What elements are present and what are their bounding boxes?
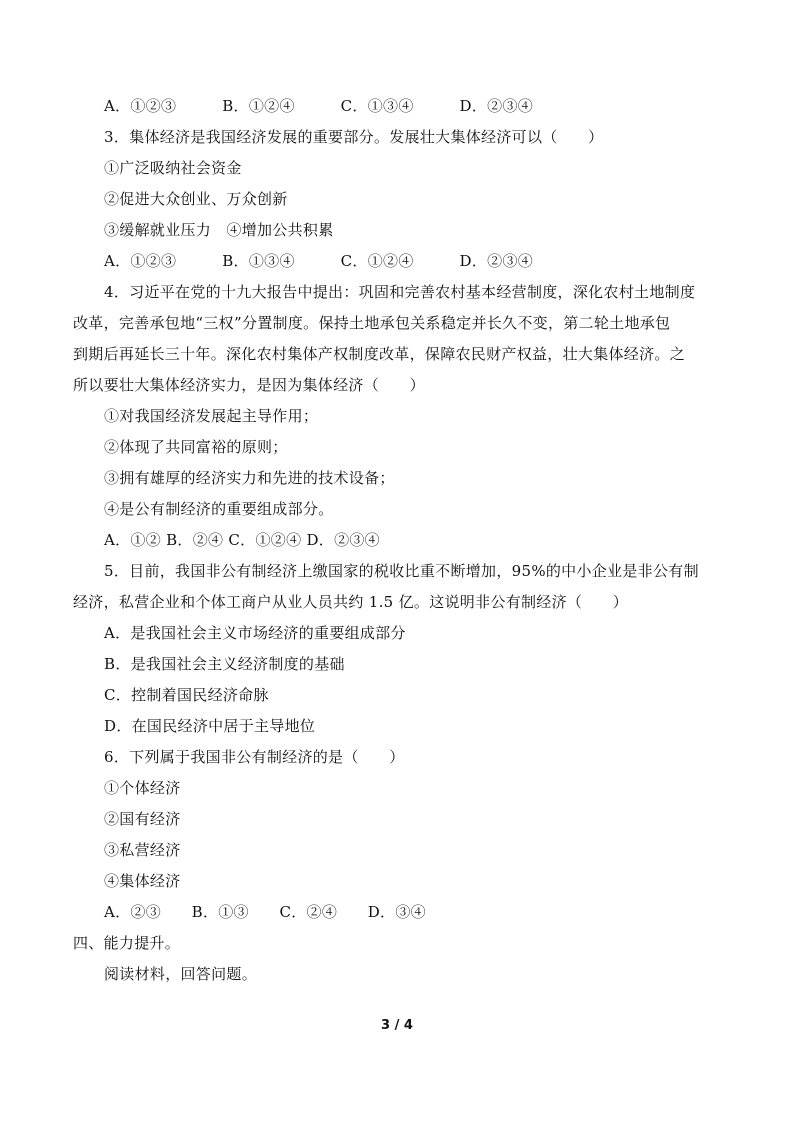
q4-options: A．①② B．②④ C．①②④ D．②③④	[104, 531, 380, 549]
q6-stem: 6．下列属于我国非公有制经济的是（ ）	[104, 748, 405, 766]
q4-stem-line-2: 改革，完善承包地“三权”分置制度。保持土地承包关系稳定并长久不变，第二轮土地承包	[73, 314, 671, 332]
q6-item-4: ④集体经济	[104, 872, 181, 890]
section-heading: 四、能力提升。	[73, 934, 181, 952]
q4-stem-line-1: 4．习近平在党的十九大报告中提出：巩固和完善农村基本经营制度，深化农村土地制度	[104, 283, 696, 301]
q4-item-2: ②体现了共同富裕的原则；	[104, 438, 288, 456]
q5-stem-line-2: 经济，私营企业和个体工商户从业人员共约 1.5 亿。这说明非公有制经济（ ）	[73, 593, 629, 611]
q4-item-1: ①对我国经济发展起主导作用；	[104, 407, 319, 425]
q5-stem-line-1: 5．目前，我国非公有制经济上缴国家的税收比重不断增加，95%的中小企业是非公有制	[104, 562, 699, 580]
q2-options: A．①②③ B．①②④ C．①③④ D．②③④	[104, 97, 534, 115]
q3-item-3-4: ③缓解就业压力 ④增加公共积累	[104, 221, 334, 239]
q5-option-a: A．是我国社会主义市场经济的重要组成部分	[104, 624, 406, 642]
q5-option-c: C．控制着国民经济命脉	[104, 686, 269, 704]
section-instruction: 阅读材料，回答问题。	[104, 965, 258, 983]
q4-item-4: ④是公有制经济的重要组成部分。	[104, 500, 334, 518]
q5-option-b: B．是我国社会主义经济制度的基础	[104, 655, 345, 673]
q6-item-3: ③私营经济	[104, 841, 181, 859]
q6-item-2: ②国有经济	[104, 810, 181, 828]
q3-item-2: ②促进大众创业、万众创新	[104, 190, 288, 208]
q4-item-3: ③拥有雄厚的经济实力和先进的技术设备；	[104, 469, 395, 487]
q3-item-1: ①广泛吸纳社会资金	[104, 159, 242, 177]
q6-item-1: ①个体经济	[104, 779, 181, 797]
q5-option-d: D．在国民经济中居于主导地位	[104, 717, 316, 735]
page-number: 3 / 4	[381, 1018, 413, 1033]
q4-stem-line-4: 所以要壮大集体经济实力，是因为集体经济（ ）	[73, 376, 425, 394]
q6-options: A．②③ B．①③ C．②④ D．③④	[104, 903, 426, 921]
q4-stem-line-3: 到期后再延长三十年。深化农村集体产权制度改革，保障农民财产权益，壮大集体经济。之	[73, 345, 686, 363]
q3-stem: 3．集体经济是我国经济发展的重要部分。发展壮大集体经济可以（ ）	[104, 128, 604, 146]
q3-options: A．①②③ B．①③④ C．①②④ D．②③④	[104, 252, 534, 270]
